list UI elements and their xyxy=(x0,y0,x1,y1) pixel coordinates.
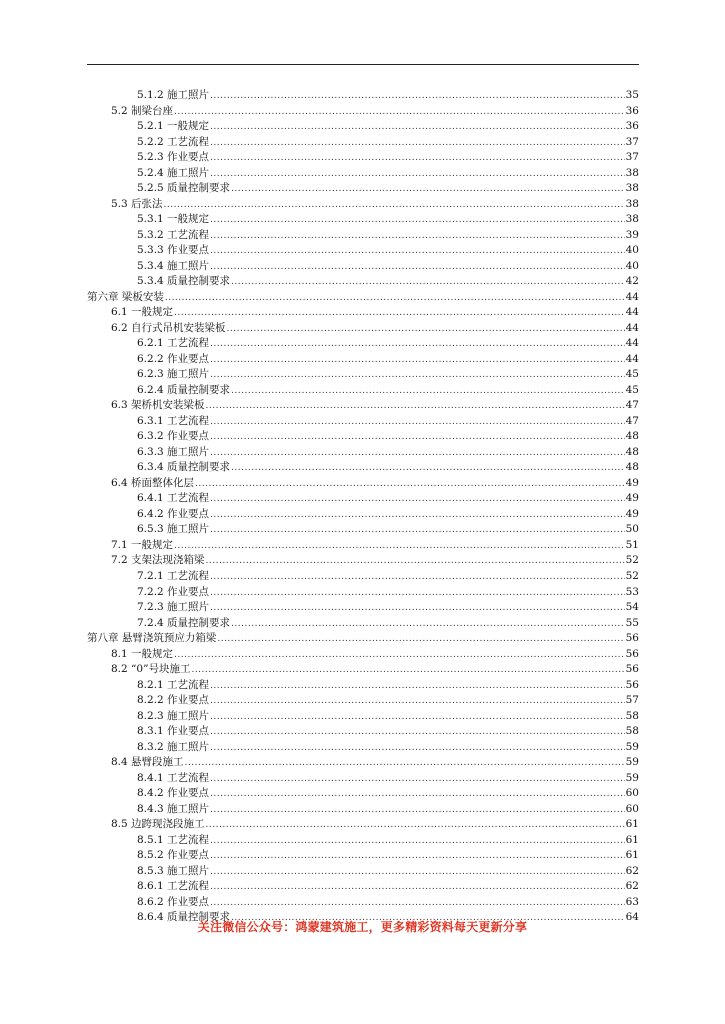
toc-page-number: 38 xyxy=(625,213,639,226)
toc-dot-leader xyxy=(231,617,625,633)
toc-subsection-row[interactable] xyxy=(87,569,639,585)
toc-chapter-row[interactable] xyxy=(87,631,639,647)
toc-page-number: 61 xyxy=(625,833,639,846)
toc-page-number: 58 xyxy=(625,709,639,722)
toc-subsection-row[interactable] xyxy=(87,383,639,399)
toc-entry-label: 6.3.1 工艺流程 xyxy=(137,414,210,427)
toc-dot-leader xyxy=(165,291,625,307)
toc-page-number: 48 xyxy=(625,445,639,458)
toc-subsection-row[interactable] xyxy=(87,864,639,880)
toc-section-row[interactable] xyxy=(87,476,639,492)
toc-dot-leader xyxy=(164,198,625,214)
toc-page-number: 36 xyxy=(625,104,639,117)
toc-dot-leader xyxy=(210,787,625,803)
toc-dot-leader xyxy=(210,741,625,757)
toc-page-number: 44 xyxy=(625,352,639,365)
toc-entry-label: 7.2 支架法现浇箱梁 xyxy=(111,554,205,567)
toc-entry-label: 8.2.2 作业要点 xyxy=(137,694,210,707)
toc-dot-leader xyxy=(210,136,625,152)
toc-dot-leader xyxy=(210,523,625,539)
toc-page-number: 49 xyxy=(625,476,639,489)
toc-dot-leader xyxy=(210,865,625,881)
toc-entry-label: 5.2 制梁台座 xyxy=(111,104,174,117)
toc-page-number: 45 xyxy=(625,368,639,381)
toc-entry-label: 8.2.1 工艺流程 xyxy=(137,678,210,691)
toc-page-number: 38 xyxy=(625,182,639,195)
toc-subsection-row[interactable] xyxy=(87,228,639,244)
toc-dot-leader xyxy=(210,446,625,462)
toc-dot-leader xyxy=(217,632,624,648)
toc-page-number: 56 xyxy=(625,632,639,645)
toc-entry-label: 第八章 悬臂浇筑预应力箱梁 xyxy=(87,632,217,645)
toc-dot-leader xyxy=(210,679,625,695)
toc-entry-label: 5.2.4 施工照片 xyxy=(137,166,210,179)
toc-subsection-row[interactable] xyxy=(87,150,639,166)
toc-subsection-row[interactable] xyxy=(87,616,639,632)
toc-dot-leader xyxy=(231,461,625,477)
toc-dot-leader xyxy=(210,896,625,912)
toc-subsection-row[interactable] xyxy=(87,460,639,476)
toc-entry-label: 8.6.4 质量控制要求 xyxy=(137,911,231,924)
toc-subsection-row[interactable] xyxy=(87,678,639,694)
toc-subsection-row[interactable] xyxy=(87,166,639,182)
toc-entry-label: 5.3.1 一般规定 xyxy=(137,213,210,226)
toc-entry-label: 8.4 悬臂段施工 xyxy=(111,756,184,769)
toc-page-number: 58 xyxy=(625,725,639,738)
toc-subsection-row[interactable] xyxy=(87,336,639,352)
toc-entry-label: 8.5 边跨现浇段施工 xyxy=(111,818,205,831)
toc-dot-leader xyxy=(206,818,625,834)
toc-page-number: 48 xyxy=(625,430,639,443)
toc-entry-label: 6.4.2 作业要点 xyxy=(137,507,210,520)
toc-entry-label: 7.1 一般规定 xyxy=(111,538,174,551)
toc-page-number: 61 xyxy=(625,849,639,862)
toc-section-row[interactable] xyxy=(87,305,639,321)
toc-dot-leader xyxy=(227,322,625,338)
toc-page-number: 49 xyxy=(625,492,639,505)
toc-entry-label: 8.4.1 工艺流程 xyxy=(137,771,210,784)
toc-subsection-row[interactable] xyxy=(87,895,639,911)
toc-entry-label: 5.3.4 施工照片 xyxy=(137,259,210,272)
toc-subsection-row[interactable] xyxy=(87,414,639,430)
toc-dot-leader xyxy=(210,849,625,865)
toc-subsection-row[interactable] xyxy=(87,600,639,616)
toc-page-number: 55 xyxy=(625,616,639,629)
toc-page-number: 48 xyxy=(625,461,639,474)
toc-subsection-row[interactable] xyxy=(87,243,639,259)
toc-section-row[interactable] xyxy=(87,817,639,833)
toc-entry-label: 5.3.2 工艺流程 xyxy=(137,228,210,241)
toc-dot-leader xyxy=(210,880,625,896)
toc-entry-label: 8.3.1 作业要点 xyxy=(137,725,210,738)
header-rule xyxy=(87,64,639,65)
toc-entry-label: 5.3.4 质量控制要求 xyxy=(137,275,231,288)
toc-page-number: 56 xyxy=(625,647,639,660)
toc-entry-label: 6.2.1 工艺流程 xyxy=(137,337,210,350)
toc-entry-label: 6.3 架桥机安装梁板 xyxy=(111,399,205,412)
toc-subsection-row[interactable] xyxy=(87,693,639,709)
toc-page-number: 37 xyxy=(625,151,639,164)
toc-dot-leader xyxy=(174,306,625,322)
toc-entry-label: 6.2 自行式吊机安装梁板 xyxy=(111,321,226,334)
toc-entry-label: 8.4.3 施工照片 xyxy=(137,802,210,815)
toc-dot-leader xyxy=(210,570,625,586)
toc-subsection-row[interactable] xyxy=(87,879,639,895)
toc-section-row[interactable] xyxy=(87,553,639,569)
toc-subsection-row[interactable] xyxy=(87,724,639,740)
toc-section-row[interactable] xyxy=(87,662,639,678)
toc-subsection-row[interactable] xyxy=(87,709,639,725)
toc-section-row[interactable] xyxy=(87,398,639,414)
toc-dot-leader xyxy=(210,244,625,260)
toc-subsection-row[interactable] xyxy=(87,491,639,507)
toc-section-row[interactable] xyxy=(87,104,639,120)
toc-page-number: 52 xyxy=(625,554,639,567)
toc-dot-leader xyxy=(210,337,625,353)
toc-entry-label: 8.6.1 工艺流程 xyxy=(137,880,210,893)
toc-page-number: 40 xyxy=(625,244,639,257)
toc-dot-leader xyxy=(210,260,625,276)
toc-entry-label: 8.5.1 工艺流程 xyxy=(137,833,210,846)
toc-entry-label: 6.3.3 施工照片 xyxy=(137,445,210,458)
toc-entry-label: 5.2.1 一般规定 xyxy=(137,120,210,133)
toc-entry-label: 8.5.3 施工照片 xyxy=(137,864,210,877)
toc-entry-label: 6.1 一般规定 xyxy=(111,306,174,319)
toc-subsection-row[interactable] xyxy=(87,585,639,601)
toc-chapter-row[interactable] xyxy=(87,290,639,306)
toc-page-number: 64 xyxy=(625,911,639,924)
toc-entry-label: 7.2.2 作业要点 xyxy=(137,585,210,598)
toc-subsection-row[interactable] xyxy=(87,352,639,368)
toc-page-number: 57 xyxy=(625,694,639,707)
toc-entry-label: 7.2.3 施工照片 xyxy=(137,601,210,614)
toc-section-row[interactable] xyxy=(87,755,639,771)
toc-dot-leader xyxy=(210,694,625,710)
toc-page-number: 45 xyxy=(625,383,639,396)
toc-page-number: 59 xyxy=(625,771,639,784)
toc-entry-label: 6.3.4 质量控制要求 xyxy=(137,461,231,474)
toc-entry-label: 5.2.2 工艺流程 xyxy=(137,135,210,148)
toc-entry-label: 6.3.2 作业要点 xyxy=(137,430,210,443)
toc-entry-label: 5.2.5 质量控制要求 xyxy=(137,182,231,195)
toc-entry-label: 6.2.4 质量控制要求 xyxy=(137,383,231,396)
toc-subsection-row[interactable] xyxy=(87,833,639,849)
toc-section-row[interactable] xyxy=(87,321,639,337)
toc-dot-leader xyxy=(174,539,625,555)
toc-page-number: 39 xyxy=(625,228,639,241)
toc-entry-label: 8.4.2 作业要点 xyxy=(137,787,210,800)
toc-subsection-row[interactable] xyxy=(87,119,639,135)
toc-subsection-row[interactable] xyxy=(87,507,639,523)
toc-entry-label: 8.2.3 施工照片 xyxy=(137,709,210,722)
toc-subsection-row[interactable] xyxy=(87,429,639,445)
toc-page-number: 35 xyxy=(625,89,639,101)
toc-page-number: 51 xyxy=(625,538,639,551)
toc-page-number: 40 xyxy=(625,259,639,272)
toc-dot-leader xyxy=(231,182,625,198)
toc-entry-label: 5.3 后张法 xyxy=(111,197,163,210)
toc-page-number: 47 xyxy=(625,399,639,412)
toc-dot-leader xyxy=(210,167,625,183)
toc-subsection-row[interactable] xyxy=(87,786,639,802)
toc-page-number: 52 xyxy=(625,569,639,582)
toc-dot-leader xyxy=(210,772,625,788)
toc-page-number: 44 xyxy=(625,306,639,319)
toc-subsection-row[interactable] xyxy=(87,740,639,756)
toc-dot-leader xyxy=(210,89,625,105)
toc-page-number: 59 xyxy=(625,740,639,753)
toc-dot-leader xyxy=(185,756,625,772)
toc-page-number: 44 xyxy=(625,337,639,350)
toc-dot-leader xyxy=(210,151,625,167)
toc-page-number: 47 xyxy=(625,414,639,427)
toc-dot-leader xyxy=(210,229,625,245)
toc-page-number: 59 xyxy=(625,756,639,769)
toc-entry-label: 5.3.3 作业要点 xyxy=(137,244,210,257)
toc-entry-label: 6.5.3 施工照片 xyxy=(137,523,210,536)
toc-dot-leader xyxy=(206,399,625,415)
toc-dot-leader xyxy=(174,648,625,664)
table-of-contents xyxy=(87,88,639,926)
toc-page-number: 44 xyxy=(625,321,639,334)
toc-dot-leader xyxy=(195,477,625,493)
toc-dot-leader xyxy=(206,554,625,570)
toc-page-number: 36 xyxy=(625,120,639,133)
toc-subsection-row[interactable] xyxy=(87,135,639,151)
toc-dot-leader xyxy=(210,353,625,369)
toc-section-row[interactable] xyxy=(87,538,639,554)
toc-page-number: 49 xyxy=(625,507,639,520)
toc-entry-label: 8.5.2 作业要点 xyxy=(137,849,210,862)
toc-page-number: 54 xyxy=(625,601,639,614)
toc-subsection-row[interactable] xyxy=(87,181,639,197)
toc-page-number: 44 xyxy=(625,290,639,303)
toc-dot-leader xyxy=(210,508,625,524)
toc-dot-leader xyxy=(210,430,625,446)
toc-entry-label: 8.3.2 施工照片 xyxy=(137,740,210,753)
toc-dot-leader xyxy=(210,601,625,617)
toc-page-number: 50 xyxy=(625,523,639,536)
toc-subsection-row[interactable] xyxy=(87,88,639,104)
toc-page-number: 53 xyxy=(625,585,639,598)
toc-dot-leader xyxy=(210,213,625,229)
toc-subsection-row[interactable] xyxy=(87,274,639,290)
toc-dot-leader xyxy=(210,710,625,726)
toc-section-row[interactable] xyxy=(87,197,639,213)
toc-dot-leader xyxy=(210,492,625,508)
toc-page-number: 60 xyxy=(625,802,639,815)
toc-page-number: 62 xyxy=(625,880,639,893)
toc-subsection-row[interactable] xyxy=(87,522,639,538)
toc-subsection-row[interactable] xyxy=(87,445,639,461)
toc-entry-label: 第六章 梁板安装 xyxy=(87,290,164,303)
toc-page-number: 60 xyxy=(625,787,639,800)
toc-dot-leader xyxy=(210,415,625,431)
toc-entry-label: 7.2.1 工艺流程 xyxy=(137,569,210,582)
toc-entry-label: 8.2 “0”号块施工 xyxy=(111,663,191,676)
footer-promo-note: 关注微信公众号：鸿蒙建筑施工，更多精彩资料每天更新分享 xyxy=(197,920,528,934)
toc-entry-label: 6.4.1 工艺流程 xyxy=(137,492,210,505)
toc-dot-leader xyxy=(210,368,625,384)
toc-entry-label: 6.2.2 作业要点 xyxy=(137,352,210,365)
toc-dot-leader xyxy=(191,663,624,679)
toc-page-number: 61 xyxy=(625,818,639,831)
toc-subsection-row[interactable] xyxy=(87,367,639,383)
toc-page-number: 38 xyxy=(625,166,639,179)
toc-page-number: 56 xyxy=(625,678,639,691)
toc-page-number: 56 xyxy=(625,663,639,676)
toc-page-number: 62 xyxy=(625,864,639,877)
toc-subsection-row[interactable] xyxy=(87,771,639,787)
toc-entry-label: 6.4 桥面整体化层 xyxy=(111,476,195,489)
toc-dot-leader xyxy=(231,275,625,291)
toc-dot-leader xyxy=(210,120,625,136)
toc-subsection-row[interactable] xyxy=(87,212,639,228)
toc-page-number: 37 xyxy=(625,135,639,148)
toc-subsection-row[interactable] xyxy=(87,802,639,818)
toc-entry-label: 8.1 一般规定 xyxy=(111,647,174,660)
toc-dot-leader xyxy=(231,384,625,400)
toc-subsection-row[interactable] xyxy=(87,259,639,275)
toc-dot-leader xyxy=(210,725,625,741)
toc-dot-leader xyxy=(210,803,625,819)
toc-entry-label: 5.1.2 施工照片 xyxy=(137,89,210,101)
toc-dot-leader xyxy=(210,834,625,850)
toc-section-row[interactable] xyxy=(87,647,639,663)
toc-page-number: 42 xyxy=(625,275,639,288)
toc-page-number: 63 xyxy=(625,895,639,908)
toc-entry-label: 6.2.3 施工照片 xyxy=(137,368,210,381)
toc-subsection-row[interactable] xyxy=(87,848,639,864)
toc-entry-label: 5.2.3 作业要点 xyxy=(137,151,210,164)
toc-dot-leader xyxy=(174,105,625,121)
toc-entry-label: 7.2.4 质量控制要求 xyxy=(137,616,231,629)
toc-dot-leader xyxy=(210,586,625,602)
toc-entry-label: 8.6.2 作业要点 xyxy=(137,895,210,908)
toc-page-number: 38 xyxy=(625,197,639,210)
